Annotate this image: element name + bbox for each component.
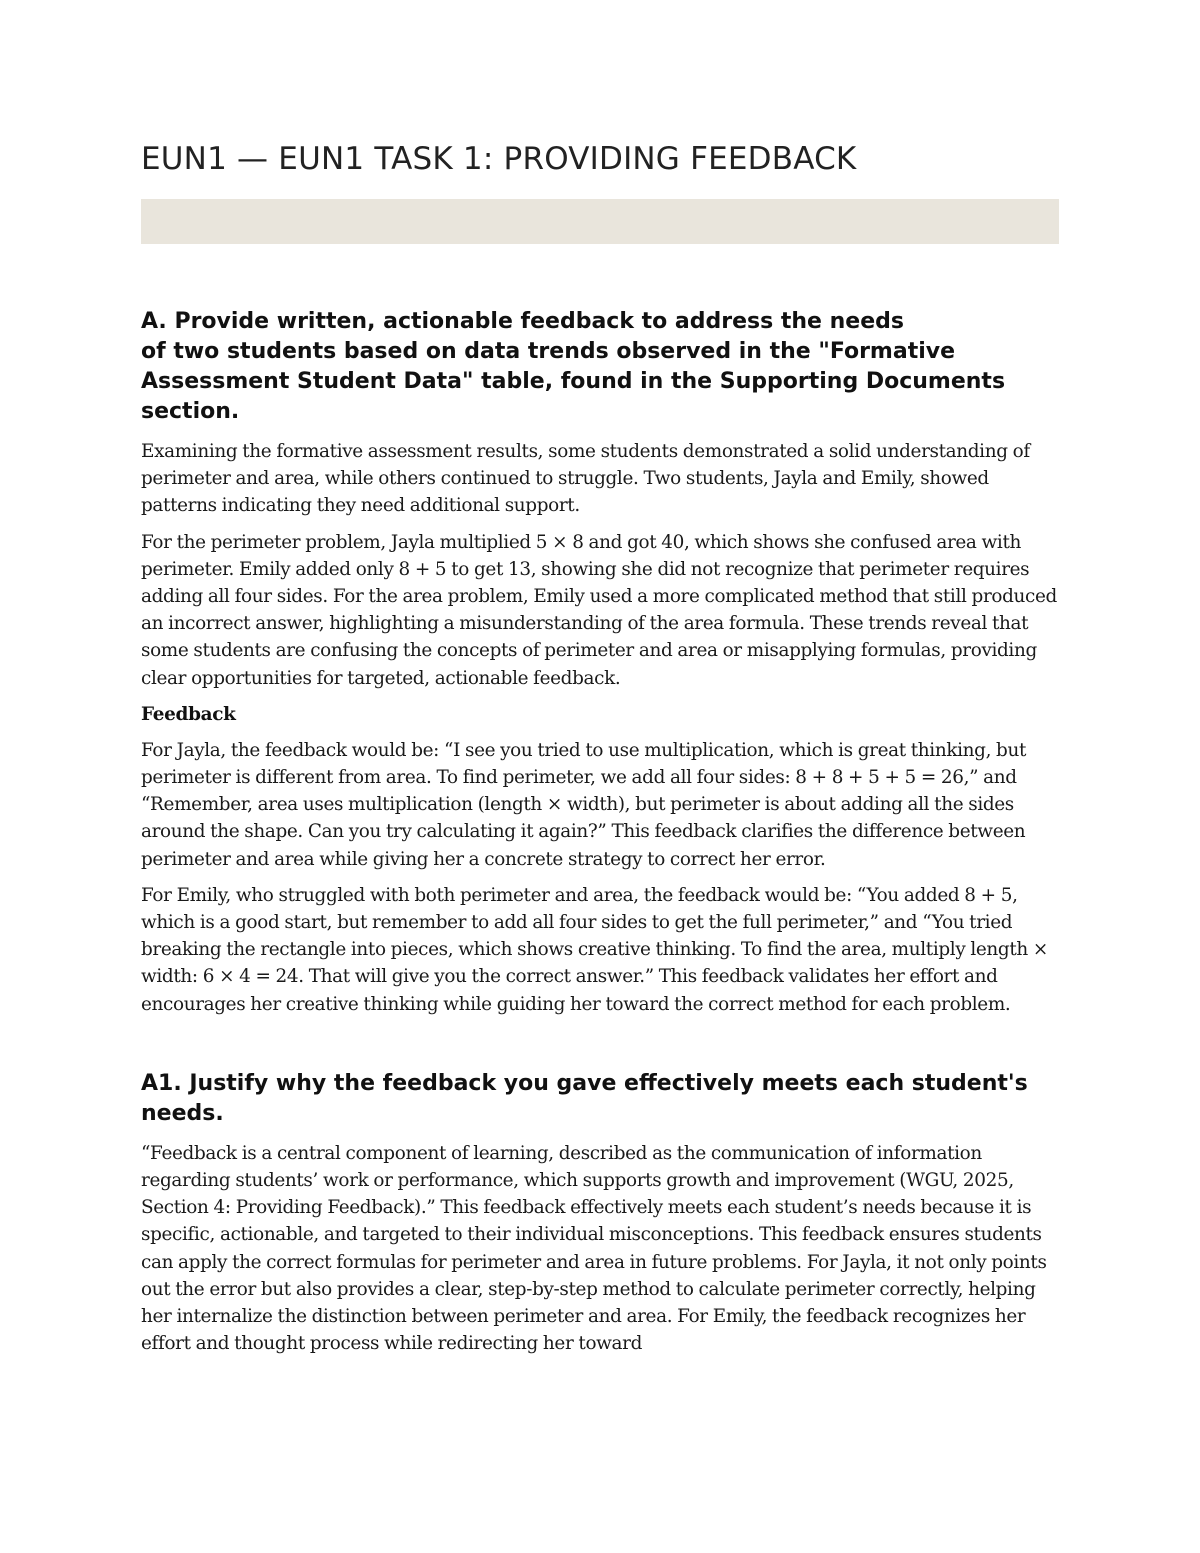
feedback-paragraph-emily: For Emily, who struggled with both perimeter and area, the feedback would be: “You added 8 + 5, which is a good start, but remember to add all four sides to get the full perimeter,” and “You tried breaking the rectangle into pieces, which shows creative thinking. To find the area, multiply length × width: 6 × 4 = 24. That will give you the correct answer.” This feedback validates her effort and encourages her creative thinking while guiding her toward the correct method for each problem. — [141, 884, 1048, 1015]
section-a1-paragraph: “Feedback is a central component of learning, described as the communication of information regarding students’ work or performance, which supports growth and improvement (WGU, 2025, Section 4: Providing Feedback).” This feedback effectively meets each student’s needs because it is specific, actionable, and targeted to their individual misconceptions. This feedback ensures students can apply the correct formulas for perimeter and area in future problems. For Jayla, it not only points out the error but also provides a clear, step-by-step method to calculate perimeter correctly, helping her internalize the distinction between perimeter and area. For Emily, the feedback recognizes her effort and thought process while redirecting her toward — [141, 1142, 1047, 1355]
title-banner — [141, 199, 1059, 244]
section-a-heading-line1: A. Provide written, actionable feedback to address the needs — [141, 309, 904, 334]
feedback-paragraph-jayla: For Jayla, the feedback would be: “I see you tried to use multiplication, which is great thinking, but perimeter is different from area. To find perimeter, we add all four sides: 8 + 8 + 5 + 5 = 26,” and “Remember, area uses multiplication (length × width), but perimeter is about adding all the sides around the shape. Can you try calculating it again?” This feedback clarifies the difference between perimeter and area while giving her a concrete strategy to correct her error. — [141, 739, 1027, 870]
section-a-heading — [141, 307, 1059, 427]
document-title: EUN1 — EUN1 TASK 1: PROVIDING FEEDBACK — [141, 141, 857, 177]
feedback-subheading: Feedback — [141, 703, 236, 725]
document-page — [141, 140, 1059, 1357]
section-a1-heading: A1. Justify why the feedback you gave effectively meets each student's needs. — [141, 1070, 1028, 1126]
section-a-paragraph: Examining the formative assessment results, some students demonstrated a solid understanding of perimeter and area, while others continued to struggle. Two students, Jayla and Emily, showed patterns indicating they need additional support. — [141, 441, 1030, 517]
section-a-paragraph: For the perimeter problem, Jayla multiplied 5 × 8 and got 40, which shows she confused area with perimeter. Emily added only 8 + 5 to get 13, showing she did not recognize that perimeter requires adding all four sides. For the area problem, Emily used a more complicated method that still produced an incorrect answer, highlighting a misunderstanding of the area formula. These trends reveal that some students are confusing the concepts of perimeter and area or misapplying formulas, providing clear opportunities for targeted, actionable feedback. — [141, 531, 1057, 689]
section-a-heading-line2: of two students based on data trends observed in the "Formative Assessment Student Data" table, found in the Supporting Documents section. — [141, 339, 1006, 424]
